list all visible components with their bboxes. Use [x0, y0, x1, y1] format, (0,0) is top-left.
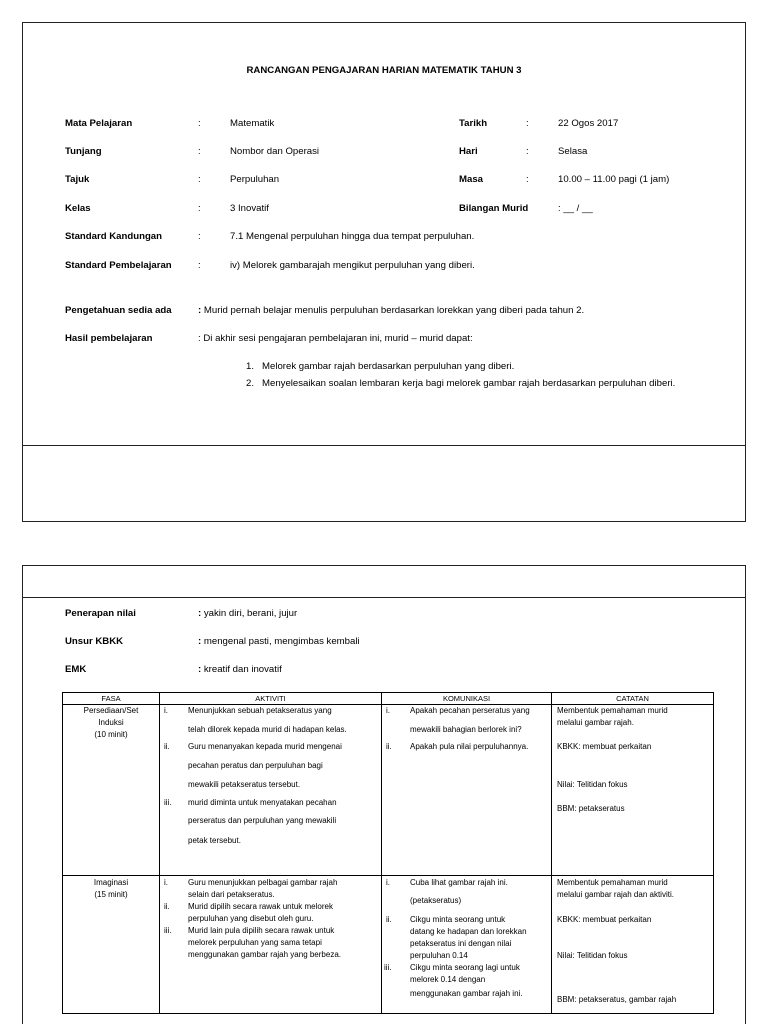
table-cell-catatan [552, 705, 714, 876]
aktiviti-line: murid diminta untuk menyatakan pecahan [188, 798, 337, 807]
aktiviti-line: Murid dipilih secara rawak untuk melorek [188, 902, 333, 911]
section-divider [23, 445, 745, 446]
info-separator: : [198, 174, 201, 185]
nilai-value: mengenal pasti, mengimbas kembali [203, 636, 360, 647]
info-separator: : [198, 333, 201, 344]
info-value-standard-pembelajaran: iv) Melorek gambarajah mengikut perpuluhan yang diberi. [230, 260, 475, 271]
hasil-item-number: 2. [246, 378, 255, 389]
aktiviti-number: ii. [164, 742, 170, 751]
komunikasi-number: ii. [386, 742, 392, 751]
fasa-line: Persediaan/Set [83, 706, 139, 715]
hasil-item-text: Melorek gambar rajah berdasarkan perpuluhan yang diberi. [262, 361, 515, 372]
catatan-line: BBM: petakseratus, gambar rajah [557, 995, 677, 1004]
catatan-line: melalui gambar rajah dan aktiviti. [557, 890, 674, 899]
aktiviti-line: pecahan peratus dan perpuluhan bagi [188, 761, 323, 770]
table-cell-komunikasi [382, 876, 552, 1014]
info-label-tajuk: Tajuk [65, 174, 90, 185]
table-header-fasa: FASA [63, 693, 160, 705]
info-separator: : [198, 260, 201, 271]
info-separator: : [526, 146, 529, 157]
nilai-label-penerapan-nilai: Penerapan nilai [65, 608, 136, 619]
info-label-bilangan-murid: Bilangan Murid [459, 203, 529, 214]
komunikasi-line: datang ke hadapan dan lorekkan [410, 927, 527, 936]
table-cell-aktiviti [160, 876, 382, 1014]
info-value-bilangan-murid: : __ / __ [558, 203, 593, 214]
nilai-value: kreatif dan inovatif [203, 664, 282, 675]
hasil-label: Hasil pembelajaran [65, 333, 153, 344]
catatan-line: BBM: petakseratus [557, 804, 625, 813]
info-separator: : [198, 203, 201, 214]
komunikasi-number: iii. [384, 963, 392, 972]
catatan-line: KBKK: membuat perkaitan [557, 915, 652, 924]
nilai-line [198, 664, 282, 676]
aktiviti-line: menggunakan gambar rajah yang berbeza. [188, 950, 341, 959]
aktiviti-line: Guru menunjukkan pelbagai gambar rajah [188, 878, 338, 887]
info-value-masa: 10.00 – 11.00 pagi (1 jam) [558, 174, 670, 185]
info-label-standard-kandungan: Standard Kandungan [65, 231, 163, 242]
hasil-line [198, 333, 473, 345]
table-header-aktiviti: AKTIVITI [160, 693, 382, 705]
fasa-line: Induksi [98, 718, 124, 727]
aktiviti-number: ii. [164, 902, 170, 911]
komunikasi-line: menggunakan gambar rajah ini. [410, 989, 523, 998]
catatan-line: Membentuk pemahaman murid [557, 878, 668, 887]
info-label-hari: Hari [459, 146, 478, 157]
info-separator: : [198, 118, 201, 129]
aktiviti-line: Murid lain pula dipilih secara rawak untuk [188, 926, 335, 935]
catatan-line: melalui gambar rajah. [557, 718, 634, 727]
table-cell-aktiviti [160, 705, 382, 876]
aktiviti-line: petak tersebut. [188, 836, 241, 845]
info-label-kelas: Kelas [65, 203, 91, 214]
komunikasi-number: i. [386, 706, 390, 715]
info-value-tajuk: Perpuluhan [230, 174, 280, 185]
lesson-plan-page-2 [22, 565, 746, 1024]
pengetahuan-label: Pengetahuan sedia ada [65, 305, 172, 316]
catatan-line: Membentuk pemahaman murid [557, 706, 668, 715]
catatan-line: KBKK: membuat perkaitan [557, 742, 652, 751]
aktiviti-number: iii. [164, 798, 172, 807]
hasil-item-number: 1. [246, 361, 255, 372]
aktiviti-line: mewakili petakseratus tersebut. [188, 780, 301, 789]
catatan-line: Nilai: Telitidan fokus [557, 780, 628, 789]
komunikasi-line: Cuba lihat gambar rajah ini. [410, 878, 508, 887]
nilai-line [198, 636, 360, 648]
komunikasi-line: Cikgu minta seorang untuk [410, 915, 506, 924]
info-separator: : [198, 231, 201, 242]
aktiviti-line: Menunjukkan sebuah petakseratus yang [188, 706, 332, 715]
table-cell-catatan [552, 876, 714, 1014]
info-label-tarikh: Tarikh [459, 118, 488, 129]
info-value-tarikh: 22 Ogos 2017 [558, 118, 619, 129]
info-separator: : [526, 174, 529, 185]
komunikasi-number: i. [386, 878, 390, 887]
header-divider [23, 597, 745, 598]
table-header-komunikasi: KOMUNIKASI [382, 693, 552, 705]
hasil-value: Di akhir sesi pengajaran pembelajaran ini, murid – murid dapat: [203, 333, 473, 344]
komunikasi-line: Cikgu minta seorang lagi untuk [410, 963, 520, 972]
komunikasi-line: Apakah pula nilai perpuluhannya. [410, 742, 529, 751]
komunikasi-number: ii. [386, 915, 392, 924]
nilai-value: yakin diri, berani, jujur [203, 608, 298, 619]
info-value-tunjang: Nombor dan Operasi [230, 146, 320, 157]
table-cell-fasa [63, 705, 160, 876]
info-separator: : [198, 608, 202, 619]
nilai-label-unsur-kbkk: Unsur KBKK [65, 636, 124, 647]
catatan-line: Nilai: Telitidan fokus [557, 951, 628, 960]
info-label-tunjang: Tunjang [65, 146, 102, 157]
info-separator: : [198, 305, 202, 316]
info-label-standard-pembelajaran: Standard Pembelajaran [65, 260, 172, 271]
document-title: RANCANGAN PENGAJARAN HARIAN MATEMATIK TAHUN 3 [246, 65, 522, 76]
nilai-label-emk: EMK [65, 664, 87, 675]
aktiviti-line: perpuluhan yang disebut oleh guru. [188, 914, 314, 923]
komunikasi-line: perpuluhan 0.14 [410, 951, 468, 960]
info-value-hari: Selasa [558, 146, 588, 157]
info-label-mata-pelajaran: Mata Pelajaran [65, 118, 133, 129]
lesson-activity-table [62, 692, 714, 1014]
fasa-line: (10 minit) [94, 730, 128, 739]
komunikasi-line: petakseratus ini dengan nilai [410, 939, 512, 948]
nilai-line [198, 608, 297, 620]
info-separator: : [198, 146, 201, 157]
table-cell-fasa [63, 876, 160, 1014]
fasa-line: Imaginasi [93, 878, 129, 887]
info-label-masa: Masa [459, 174, 483, 185]
lesson-plan-page-1 [22, 22, 746, 522]
aktiviti-line: selain dari petakseratus. [188, 890, 275, 899]
komunikasi-line: Apakah pecahan perseratus yang [410, 706, 530, 715]
aktiviti-line: telah dilorek kepada murid di hadapan kelas. [188, 725, 347, 734]
komunikasi-line: mewakili bahagian berlorek ini? [410, 725, 522, 734]
fasa-line: (15 minit) [94, 890, 128, 899]
info-value-kelas: 3 Inovatif [230, 203, 269, 214]
aktiviti-number: i. [164, 706, 168, 715]
aktiviti-number: i. [164, 878, 168, 887]
info-separator: : [198, 636, 202, 647]
info-separator: : [198, 664, 202, 675]
info-separator: : [526, 118, 529, 129]
aktiviti-number: iii. [164, 926, 172, 935]
aktiviti-line: Guru menanyakan kepada murid mengenai [188, 742, 342, 751]
pengetahuan-value: Murid pernah belajar menulis perpuluhan berdasarkan lorekkan yang diberi pada tahun 2. [203, 305, 585, 316]
hasil-item-text: Menyelesaikan soalan lembaran kerja bagi melorek gambar rajah berdasarkan perpuluhan diberi. [262, 378, 676, 389]
info-value-mata-pelajaran: Matematik [230, 118, 275, 129]
pengetahuan-line [198, 305, 584, 317]
table-header-catatan: CATATAN [552, 693, 714, 705]
info-value-standard-kandungan: 7.1 Mengenal perpuluhan hingga dua tempat perpuluhan. [230, 231, 475, 242]
aktiviti-line: perseratus dan perpuluhan yang mewakili [188, 816, 337, 825]
komunikasi-line: melorek 0.14 dengan [410, 975, 486, 984]
table-cell-komunikasi [382, 705, 552, 876]
aktiviti-line: melorek perpuluhan yang sama tetapi [188, 938, 322, 947]
komunikasi-line: (petakseratus) [410, 896, 462, 905]
